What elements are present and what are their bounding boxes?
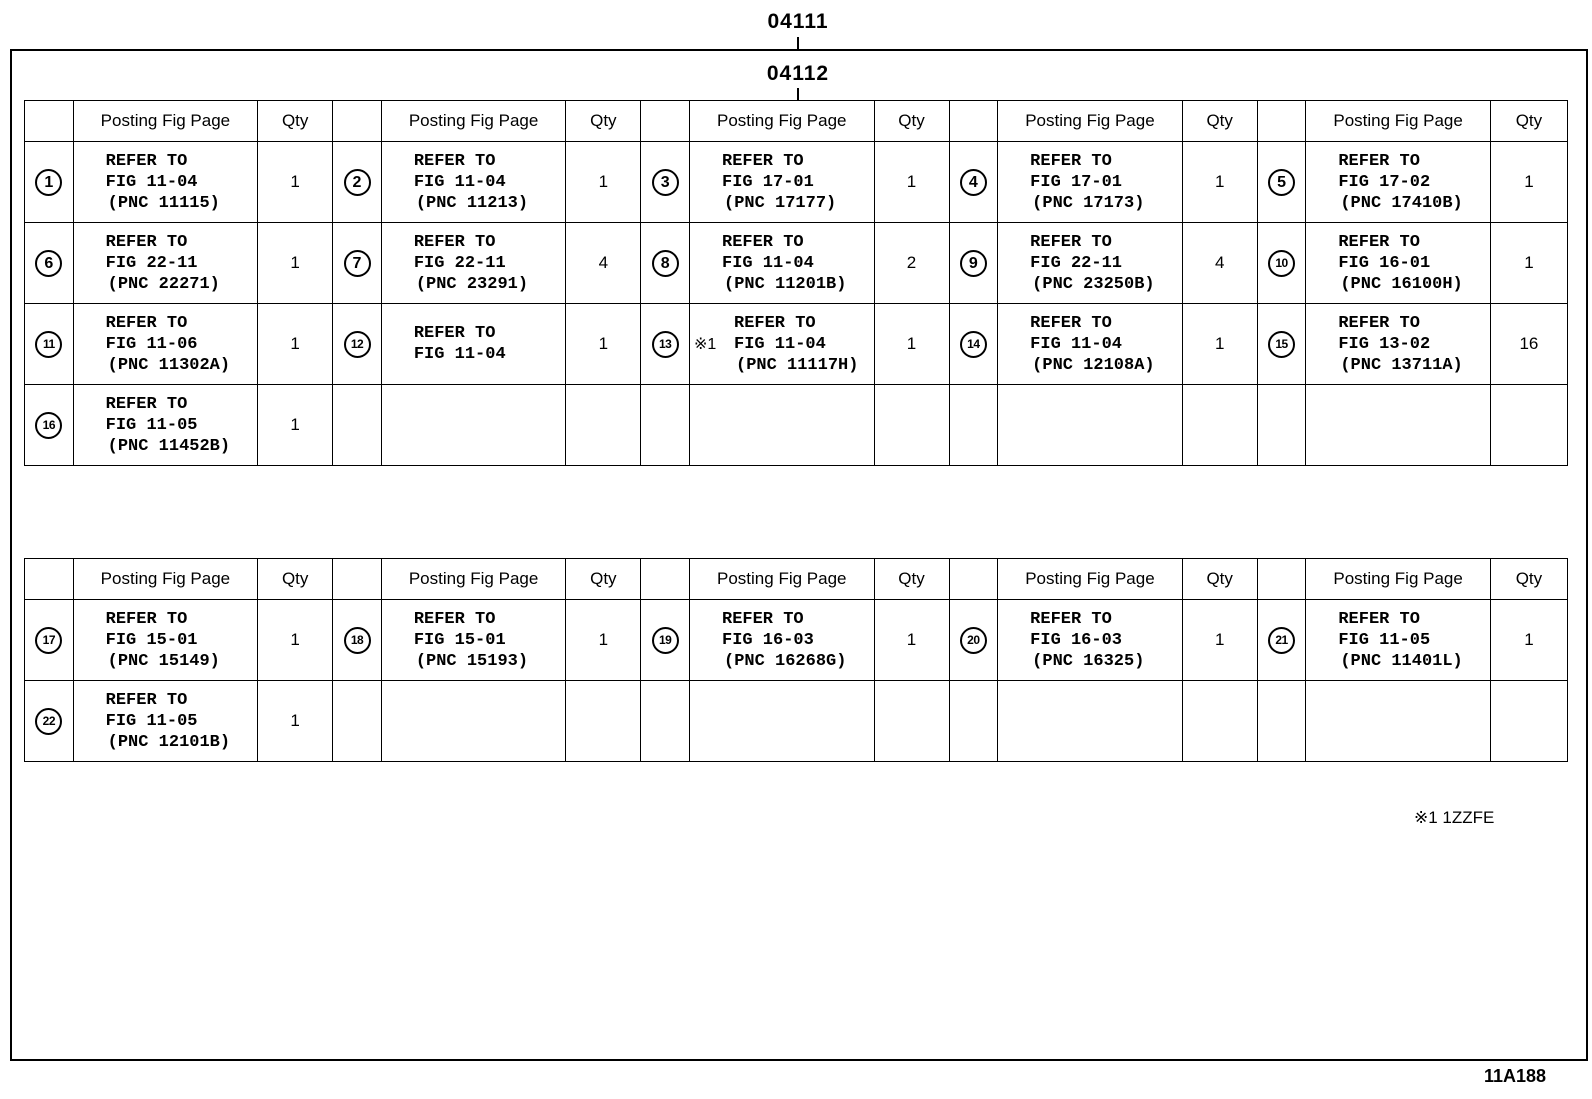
fig-line: FIG 11-05 <box>1338 630 1431 650</box>
item-number-badge: 20 <box>960 627 987 654</box>
refer-to-line: REFER TO <box>413 609 496 629</box>
posting-reference-cell <box>73 223 258 304</box>
item-number-badge: 4 <box>960 169 987 196</box>
quantity-cell: 1 <box>1182 142 1257 223</box>
reference-text <box>1030 151 1182 214</box>
fig-line: FIG 11-04 <box>734 334 826 354</box>
reference-text <box>1338 313 1490 376</box>
posting-reference-cell <box>381 600 566 681</box>
item-number-badge: 16 <box>35 412 62 439</box>
quantity-cell: 1 <box>566 142 641 223</box>
quantity-cell <box>1182 385 1257 466</box>
table-row <box>25 304 1568 385</box>
item-number-badge: 9 <box>960 250 987 277</box>
parts-table-upper <box>24 100 1568 466</box>
posting-reference-cell <box>1306 142 1491 223</box>
header-qty: Qty <box>566 101 641 142</box>
quantity-cell <box>1182 681 1257 762</box>
quantity-cell: 1 <box>1182 304 1257 385</box>
header-posting-fig-page: Posting Fig Page <box>381 101 566 142</box>
item-number-cell <box>641 600 690 681</box>
quantity-cell: 1 <box>258 600 333 681</box>
header-number-cell <box>1257 101 1306 142</box>
refer-to-line: REFER TO <box>1030 313 1112 333</box>
reference-text <box>106 313 258 376</box>
item-number-badge: 13 <box>652 331 679 358</box>
footnote-mark: ※1 <box>694 336 717 353</box>
quantity-cell: 1 <box>258 681 333 762</box>
quantity-cell <box>566 385 641 466</box>
refer-to-line: REFER TO <box>105 151 188 171</box>
reference-text <box>414 609 566 672</box>
pnc-line: (PNC 22271) <box>107 274 220 294</box>
refer-to-line: REFER TO <box>1030 151 1112 171</box>
fig-line: FIG 17-01 <box>1030 172 1122 192</box>
posting-reference-cell <box>73 304 258 385</box>
refer-to-line: REFER TO <box>722 609 804 629</box>
quantity-cell: 1 <box>258 304 333 385</box>
reference-text <box>106 690 258 753</box>
group-label-04111: 04111 <box>767 10 829 33</box>
reference-text <box>1030 313 1182 376</box>
header-qty: Qty <box>258 559 333 600</box>
refer-to-line: REFER TO <box>1338 232 1420 252</box>
reference-text <box>1338 609 1490 672</box>
item-number-cell <box>641 681 690 762</box>
quantity-cell: 1 <box>258 385 333 466</box>
header-qty: Qty <box>1182 101 1257 142</box>
pnc-line: (PNC 23250B) <box>1032 274 1155 294</box>
item-number-cell <box>333 600 382 681</box>
header-qty: Qty <box>258 101 333 142</box>
posting-reference-cell <box>73 142 258 223</box>
refer-to-line: REFER TO <box>105 690 188 710</box>
posting-reference-cell <box>73 681 258 762</box>
reference-text <box>1338 232 1490 295</box>
pnc-line: (PNC 12108A) <box>1032 355 1155 375</box>
header-posting-fig-page: Posting Fig Page <box>381 559 566 600</box>
fig-line: FIG 11-04 <box>1030 334 1122 354</box>
header-number-cell <box>333 559 382 600</box>
quantity-cell: 1 <box>1490 223 1567 304</box>
item-number-cell <box>1257 600 1306 681</box>
item-number-cell <box>1257 223 1306 304</box>
item-number-cell <box>949 681 998 762</box>
fig-line: FIG 11-06 <box>105 334 198 354</box>
item-number-cell <box>333 223 382 304</box>
pnc-line: (PNC 17177) <box>724 193 837 213</box>
item-number-badge: 10 <box>1268 250 1295 277</box>
item-number-cell <box>949 385 998 466</box>
pnc-line: (PNC 17410B) <box>1340 193 1463 213</box>
header-number-cell <box>25 101 74 142</box>
posting-reference-cell <box>1306 681 1491 762</box>
reference-text <box>106 394 258 457</box>
posting-reference-cell <box>381 385 566 466</box>
pnc-line: (PNC 15149) <box>107 651 220 671</box>
pnc-line: (PNC 11115) <box>107 193 220 213</box>
item-number-cell <box>1257 681 1306 762</box>
fig-line: FIG 11-05 <box>105 415 198 435</box>
quantity-cell: 1 <box>874 600 949 681</box>
item-number-cell <box>25 385 74 466</box>
item-number-badge: 14 <box>960 331 987 358</box>
fig-line: FIG 11-05 <box>105 711 198 731</box>
quantity-cell: 4 <box>1182 223 1257 304</box>
drawing-code: 11A188 <box>1484 1066 1547 1086</box>
item-number-badge: 5 <box>1268 169 1295 196</box>
item-number-cell <box>333 304 382 385</box>
footnote: ※1 1ZZFE <box>1414 808 1495 827</box>
pnc-line: (PNC 11452B) <box>107 436 231 456</box>
quantity-cell: 1 <box>258 142 333 223</box>
header-posting-fig-page: Posting Fig Page <box>690 101 875 142</box>
pnc-line: (PNC 15193) <box>415 651 529 671</box>
header-qty: Qty <box>874 559 949 600</box>
item-number-cell <box>333 681 382 762</box>
header-number-cell <box>949 559 998 600</box>
item-number-badge: 22 <box>35 708 62 735</box>
header-qty: Qty <box>1182 559 1257 600</box>
reference-text <box>106 232 258 295</box>
posting-reference-cell <box>381 223 566 304</box>
posting-reference-cell <box>1306 385 1491 466</box>
header-number-cell <box>25 559 74 600</box>
reference-text <box>106 609 258 672</box>
header-number-cell <box>1257 559 1306 600</box>
table-row <box>25 223 1568 304</box>
item-number-cell <box>641 142 690 223</box>
quantity-cell: 1 <box>1490 600 1567 681</box>
parts-table-lower <box>24 558 1568 762</box>
posting-reference-cell <box>998 681 1183 762</box>
quantity-cell: 1 <box>874 304 949 385</box>
fig-line: FIG 11-04 <box>413 345 506 364</box>
quantity-cell <box>874 385 949 466</box>
posting-reference-cell <box>998 385 1183 466</box>
header-posting-fig-page: Posting Fig Page <box>1306 101 1491 142</box>
fig-line: FIG 16-01 <box>1338 253 1431 273</box>
fig-line: FIG 16-03 <box>722 630 814 650</box>
fig-line: FIG 11-04 <box>105 172 198 192</box>
fig-line: FIG 13-02 <box>1338 334 1431 354</box>
quantity-cell: 2 <box>874 223 949 304</box>
pnc-line: (PNC 16325) <box>1032 651 1145 671</box>
reference-text <box>722 609 874 672</box>
refer-to-line: REFER TO <box>413 324 496 343</box>
posting-reference-cell <box>998 142 1183 223</box>
table-row <box>25 681 1568 762</box>
item-number-badge: 6 <box>35 250 62 277</box>
quantity-cell: 1 <box>258 223 333 304</box>
posting-reference-cell <box>381 681 566 762</box>
refer-to-line: REFER TO <box>1338 151 1420 171</box>
quantity-cell <box>1490 385 1567 466</box>
item-number-cell <box>949 142 998 223</box>
header-row <box>25 101 1568 142</box>
fig-line: FIG 17-02 <box>1338 172 1431 192</box>
item-number-cell <box>333 142 382 223</box>
item-number-badge: 8 <box>652 250 679 277</box>
refer-to-line: REFER TO <box>105 313 188 333</box>
reference-text <box>1338 151 1490 214</box>
item-number-badge: 17 <box>35 627 62 654</box>
fig-line: FIG 22-11 <box>413 253 506 273</box>
fig-line: FIG 11-04 <box>413 172 506 192</box>
item-number-badge: 11 <box>35 331 62 358</box>
item-number-cell <box>1257 304 1306 385</box>
item-number-badge: 18 <box>344 627 371 654</box>
quantity-cell <box>1490 681 1567 762</box>
quantity-cell <box>566 681 641 762</box>
pnc-line: (PNC 16268G) <box>724 651 847 671</box>
refer-to-line: REFER TO <box>413 232 496 252</box>
refer-to-line: REFER TO <box>722 232 804 252</box>
quantity-cell <box>874 681 949 762</box>
reference-text <box>722 232 874 295</box>
fig-line: FIG 17-01 <box>722 172 814 192</box>
header-number-cell <box>641 559 690 600</box>
item-number-badge: 2 <box>344 169 371 196</box>
refer-to-line: REFER TO <box>413 151 496 171</box>
item-number-cell <box>25 223 74 304</box>
posting-reference-cell <box>998 223 1183 304</box>
item-number-badge: 7 <box>344 250 371 277</box>
item-number-cell <box>1257 142 1306 223</box>
table-row <box>25 600 1568 681</box>
header-qty: Qty <box>566 559 641 600</box>
fig-line: FIG 22-11 <box>105 253 198 273</box>
posting-reference-cell <box>73 600 258 681</box>
item-number-cell <box>949 223 998 304</box>
item-number-badge: 3 <box>652 169 679 196</box>
header-posting-fig-page: Posting Fig Page <box>998 559 1183 600</box>
header-qty: Qty <box>874 101 949 142</box>
header-posting-fig-page: Posting Fig Page <box>998 101 1183 142</box>
pnc-line: (PNC 11213) <box>415 193 529 213</box>
fig-line: FIG 22-11 <box>1030 253 1122 273</box>
reference-text <box>414 151 566 214</box>
posting-reference-cell <box>690 304 875 385</box>
reference-text <box>734 313 874 376</box>
item-number-cell <box>1257 385 1306 466</box>
header-posting-fig-page: Posting Fig Page <box>690 559 875 600</box>
posting-reference-cell <box>381 304 566 385</box>
posting-reference-cell <box>73 385 258 466</box>
quantity-cell: 1 <box>874 142 949 223</box>
posting-reference-cell <box>1306 600 1491 681</box>
refer-to-line: REFER TO <box>1338 313 1420 333</box>
item-number-badge: 1 <box>35 169 62 196</box>
refer-to-line: REFER TO <box>1030 609 1112 629</box>
header-posting-fig-page: Posting Fig Page <box>1306 559 1491 600</box>
fig-line: FIG 11-04 <box>722 253 814 273</box>
item-number-cell <box>949 304 998 385</box>
posting-reference-cell <box>998 304 1183 385</box>
reference-text <box>106 151 258 214</box>
item-number-cell <box>25 304 74 385</box>
item-number-badge: 15 <box>1268 331 1295 358</box>
leader-line-inner <box>797 88 799 100</box>
fig-line: FIG 15-01 <box>105 630 198 650</box>
pnc-line: (PNC 11302A) <box>107 355 231 375</box>
quantity-cell: 1 <box>566 304 641 385</box>
item-number-cell <box>949 600 998 681</box>
item-number-cell <box>641 385 690 466</box>
pnc-line: (PNC 17173) <box>1032 193 1145 213</box>
reference-text <box>414 232 566 295</box>
item-number-badge: 21 <box>1268 627 1295 654</box>
quantity-cell: 1 <box>566 600 641 681</box>
pnc-line: (PNC 11201B) <box>724 274 847 294</box>
posting-reference-cell <box>690 223 875 304</box>
pnc-line: (PNC 12101B) <box>107 732 231 752</box>
quantity-cell: 1 <box>1182 600 1257 681</box>
posting-reference-cell <box>381 142 566 223</box>
reference-text <box>414 323 566 365</box>
pnc-line: (PNC 13711A) <box>1340 355 1463 375</box>
refer-to-line: REFER TO <box>105 232 188 252</box>
refer-to-line: REFER TO <box>1338 609 1420 629</box>
header-qty: Qty <box>1490 559 1567 600</box>
fig-line: FIG 15-01 <box>413 630 506 650</box>
quantity-cell: 16 <box>1490 304 1567 385</box>
posting-reference-cell <box>690 385 875 466</box>
item-number-cell <box>333 385 382 466</box>
fig-line: FIG 16-03 <box>1030 630 1122 650</box>
pnc-line: (PNC 16100H) <box>1340 274 1463 294</box>
pnc-line: (PNC 11117H) <box>736 355 859 375</box>
group-label-04112: 04112 <box>766 62 830 85</box>
item-number-cell <box>25 142 74 223</box>
header-number-cell <box>949 101 998 142</box>
header-posting-fig-page: Posting Fig Page <box>73 559 258 600</box>
posting-reference-cell <box>1306 304 1491 385</box>
header-number-cell <box>641 101 690 142</box>
quantity-cell: 4 <box>566 223 641 304</box>
item-number-cell <box>25 600 74 681</box>
header-qty: Qty <box>1490 101 1567 142</box>
pnc-line: (PNC 23291) <box>415 274 529 294</box>
posting-reference-cell <box>1306 223 1491 304</box>
quantity-cell: 1 <box>1490 142 1567 223</box>
reference-text <box>722 151 874 214</box>
item-number-badge: 19 <box>652 627 679 654</box>
table-row <box>25 385 1568 466</box>
refer-to-line: REFER TO <box>1030 232 1112 252</box>
header-number-cell <box>333 101 382 142</box>
posting-reference-cell <box>690 600 875 681</box>
item-number-cell <box>25 681 74 762</box>
pnc-line: (PNC 11401L) <box>1340 651 1463 671</box>
posting-reference-cell <box>690 681 875 762</box>
item-number-cell <box>641 223 690 304</box>
item-number-cell <box>641 304 690 385</box>
reference-text <box>1030 609 1182 672</box>
table-row <box>25 142 1568 223</box>
refer-to-line: REFER TO <box>105 394 188 414</box>
refer-to-line: REFER TO <box>734 313 816 333</box>
header-row <box>25 559 1568 600</box>
reference-text <box>1030 232 1182 295</box>
refer-to-line: REFER TO <box>722 151 804 171</box>
posting-reference-cell <box>998 600 1183 681</box>
header-posting-fig-page: Posting Fig Page <box>73 101 258 142</box>
refer-to-line: REFER TO <box>105 609 188 629</box>
item-number-badge: 12 <box>344 331 371 358</box>
posting-reference-cell <box>690 142 875 223</box>
